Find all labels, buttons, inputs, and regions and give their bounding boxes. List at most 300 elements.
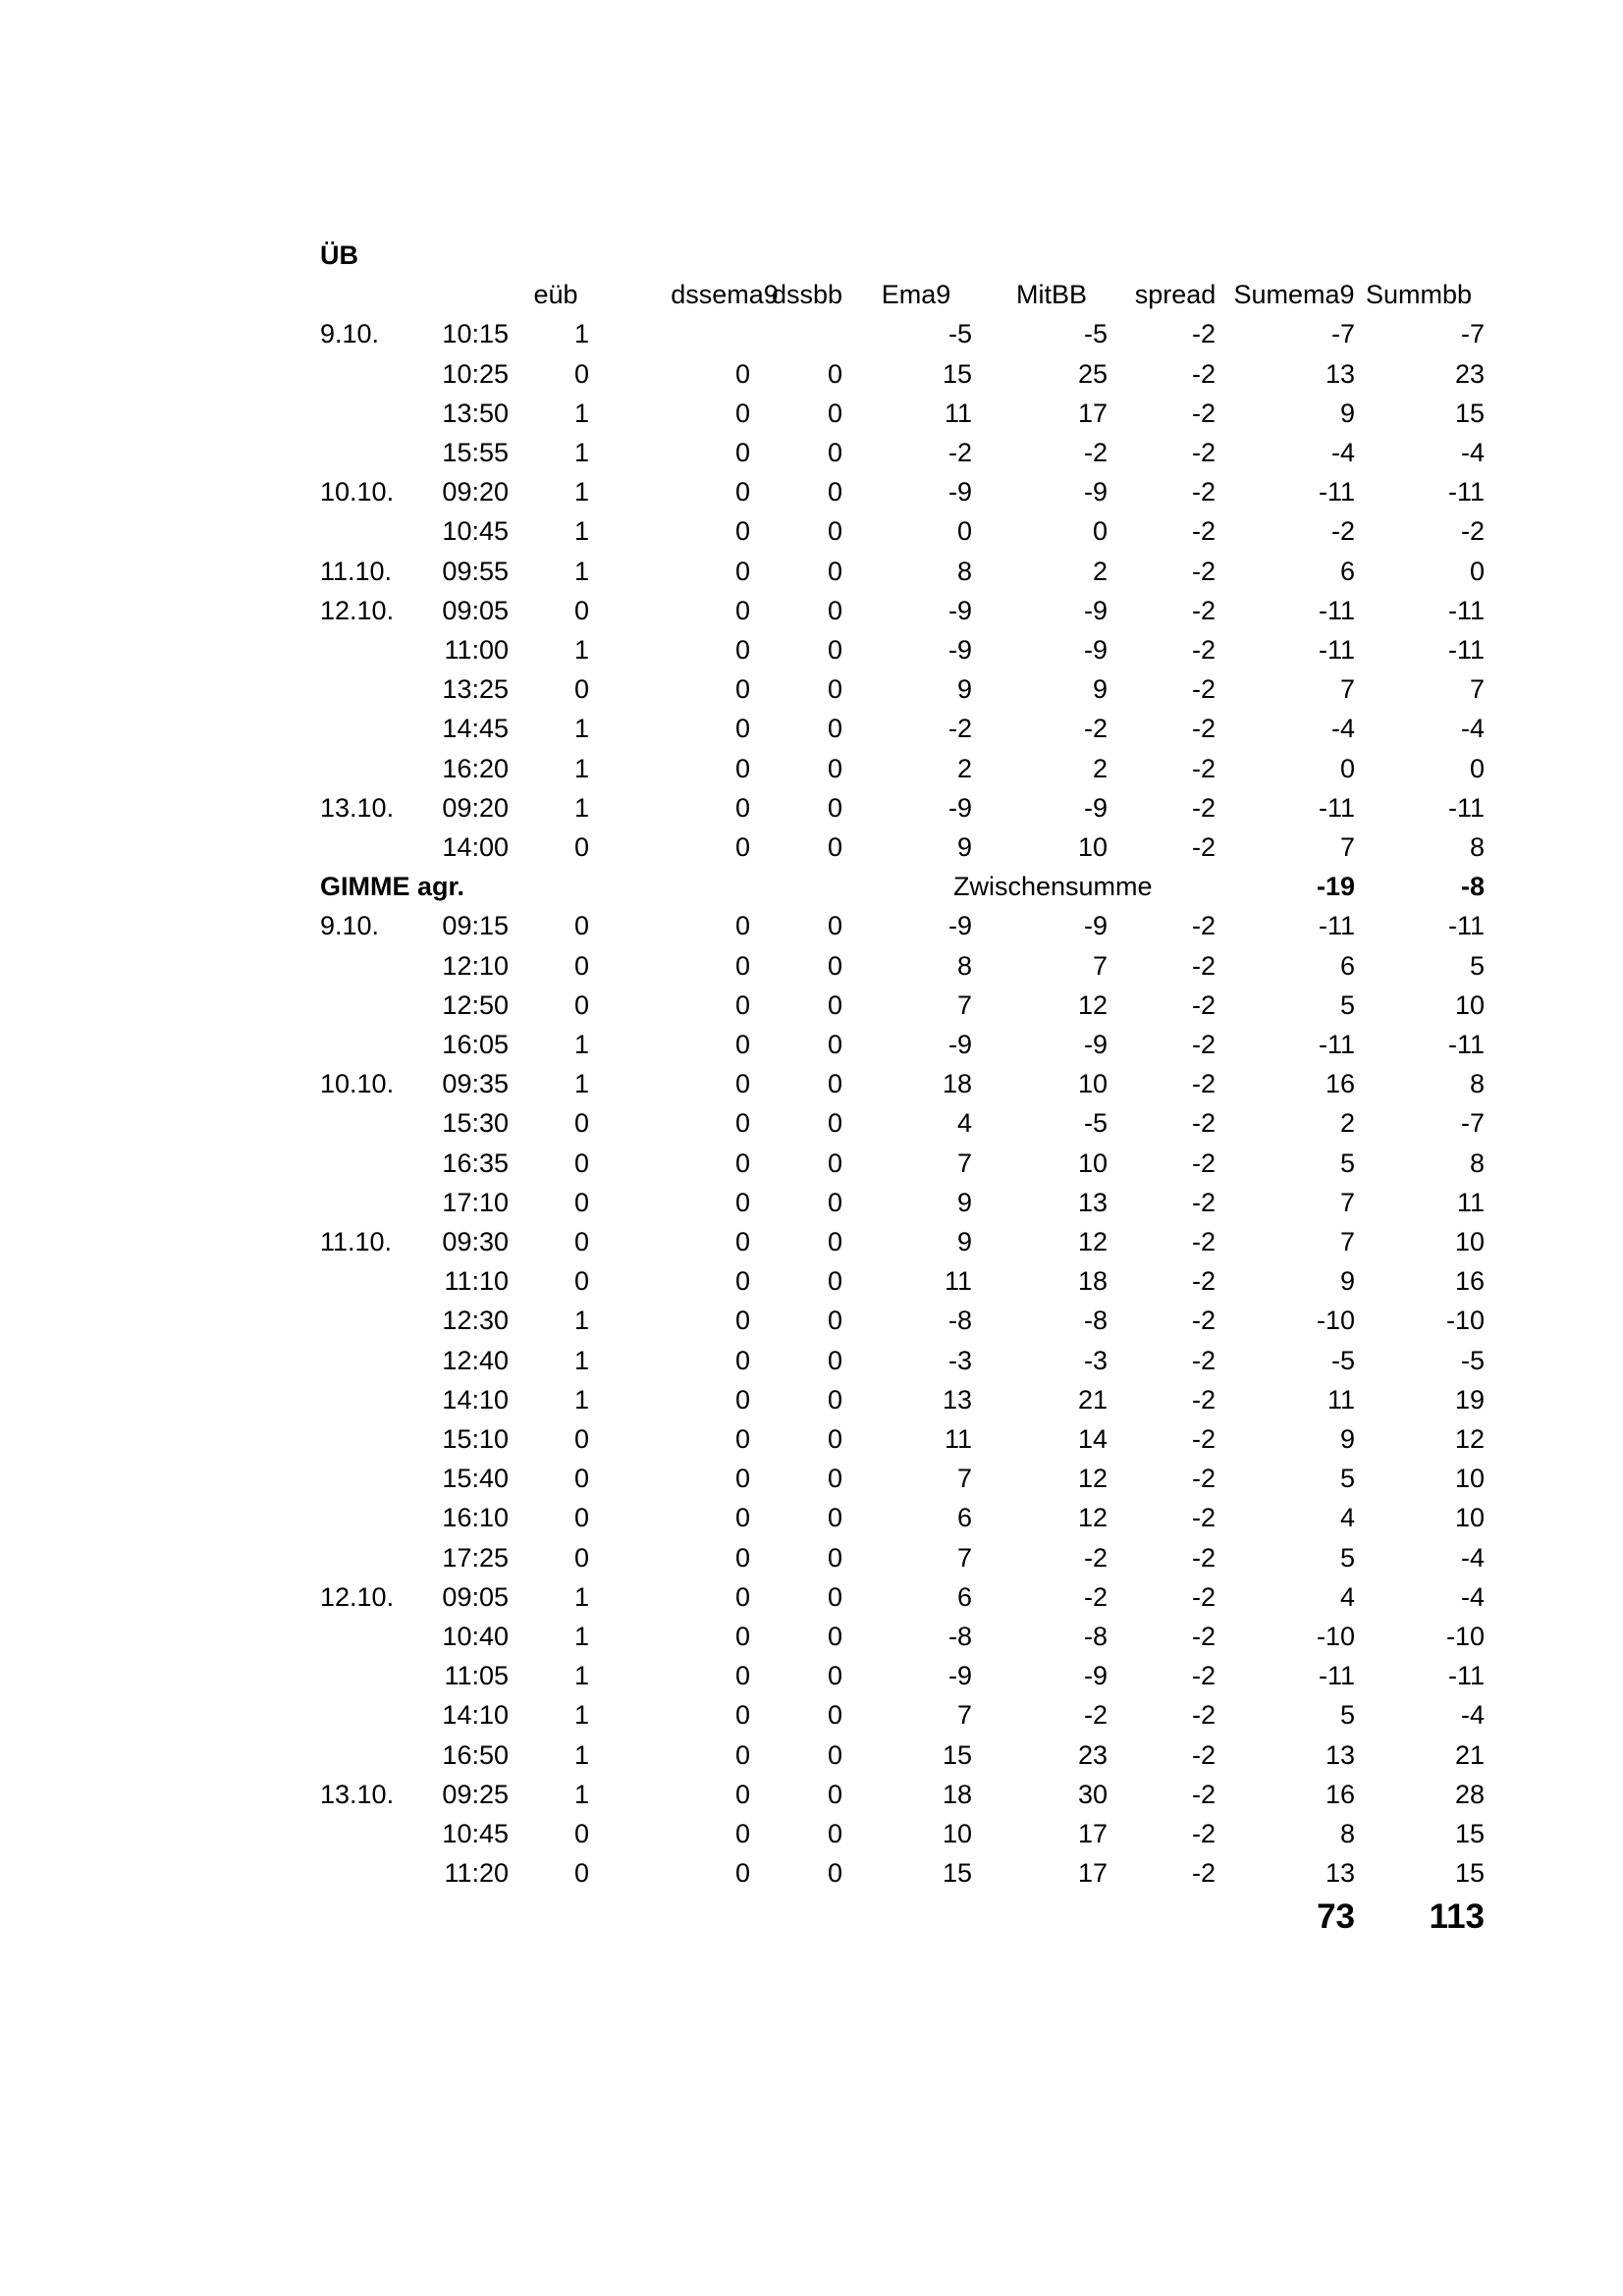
- table-cell: 0: [827, 1069, 842, 1099]
- table-cell: 8: [956, 556, 972, 586]
- row-time: 13:50: [442, 398, 509, 428]
- table-cell: 0: [827, 1542, 842, 1573]
- table-cell: 0: [573, 950, 589, 981]
- table-cell: 0: [827, 753, 842, 783]
- table-cell: 15: [942, 1739, 972, 1770]
- table-cell: -8: [1083, 1306, 1108, 1336]
- table-cell: 10: [1077, 832, 1108, 862]
- table-cell: 1: [573, 516, 589, 547]
- table-cell: 9: [1339, 398, 1355, 428]
- table-cell: 10: [1077, 1148, 1108, 1178]
- table-cell: 16: [1325, 1069, 1355, 1099]
- table-cell: 0: [827, 1858, 842, 1889]
- row-time: 09:25: [442, 1779, 509, 1809]
- table-cell: -9: [1083, 477, 1108, 507]
- table-cell: 0: [827, 1622, 842, 1651]
- table-cell: 9: [1339, 1266, 1355, 1297]
- table-cell: 0: [734, 1464, 750, 1494]
- row-time: 17:10: [442, 1187, 509, 1217]
- table-cell: -2: [1191, 1187, 1216, 1217]
- table-cell: 6: [1339, 556, 1355, 586]
- row-date: 12.10.: [320, 595, 395, 625]
- table-cell: 1: [573, 1779, 589, 1809]
- table-cell: -9: [947, 911, 972, 941]
- table-cell: 0: [827, 714, 842, 744]
- table-cell: 13: [1325, 1858, 1355, 1889]
- table-cell: -2: [1191, 595, 1216, 625]
- table-cell: 11: [1326, 1384, 1355, 1415]
- row-time: 09:55: [442, 556, 509, 586]
- table-cell: 18: [942, 1779, 972, 1809]
- table-cell: 18: [1077, 1266, 1108, 1297]
- table-cell: -2: [1191, 556, 1216, 586]
- table-cell: 0: [827, 398, 842, 428]
- table-cell: 0: [734, 1542, 750, 1573]
- row-time: 10:45: [442, 516, 509, 547]
- table-cell: 0: [734, 1227, 750, 1256]
- row-time: 09:30: [442, 1227, 509, 1256]
- row-time: 14:45: [442, 714, 509, 744]
- table-cell: 0: [734, 1622, 750, 1651]
- table-cell: 0: [827, 1779, 842, 1809]
- table-cell: 0: [734, 753, 750, 783]
- row-time: 14:10: [442, 1700, 509, 1731]
- table-cell: -11: [1447, 911, 1485, 941]
- table-cell: 1: [573, 398, 589, 428]
- table-cell: 10: [1454, 1503, 1485, 1533]
- table-cell: -9: [947, 1030, 972, 1059]
- row-time: 15:10: [442, 1424, 509, 1454]
- table-cell: -9: [947, 477, 972, 507]
- column-header: Ema9: [881, 280, 951, 310]
- table-cell: 1: [573, 635, 589, 665]
- table-cell: -9: [947, 1661, 972, 1691]
- subtotal-label: Zwischensumme: [953, 872, 1153, 902]
- table-cell: -11: [1447, 635, 1485, 665]
- table-cell: 7: [956, 1148, 972, 1178]
- table-cell: -4: [1330, 714, 1355, 744]
- table-cell: -4: [1460, 714, 1485, 744]
- table-cell: 0: [827, 556, 842, 586]
- table-cell: -11: [1318, 595, 1355, 625]
- table-cell: 17: [1077, 398, 1108, 428]
- table-cell: 0: [1092, 516, 1108, 547]
- table-cell: 0: [827, 635, 842, 665]
- table-cell: -10: [1445, 1306, 1485, 1336]
- table-cell: 0: [573, 1187, 589, 1217]
- table-cell: 0: [573, 1108, 589, 1139]
- table-cell: 18: [942, 1069, 972, 1099]
- table-cell: 0: [827, 989, 842, 1020]
- table-cell: 0: [573, 358, 589, 389]
- subtotal-summbb: -8: [1460, 872, 1485, 902]
- table-cell: 10: [1454, 989, 1485, 1020]
- table-cell: 0: [734, 477, 750, 507]
- table-cell: -2: [1191, 438, 1216, 467]
- table-cell: -2: [1191, 1819, 1216, 1848]
- table-cell: 4: [1339, 1581, 1355, 1612]
- table-cell: 10: [942, 1819, 972, 1848]
- table-cell: -2: [1460, 516, 1485, 547]
- table-cell: 15: [1454, 1819, 1485, 1848]
- table-cell: 13: [1325, 358, 1355, 389]
- table-cell: -2: [1191, 1069, 1216, 1099]
- column-header: Summbb: [1365, 280, 1473, 310]
- table-cell: -10: [1316, 1622, 1355, 1651]
- row-date: 9.10.: [320, 911, 380, 941]
- row-date: 9.10.: [320, 319, 380, 349]
- table-cell: 12: [1454, 1424, 1485, 1454]
- row-time: 09:05: [442, 595, 509, 625]
- table-cell: 0: [734, 1581, 750, 1612]
- table-cell: 1: [573, 319, 589, 349]
- table-cell: -2: [1191, 1503, 1216, 1533]
- table-cell: 0: [1469, 556, 1485, 586]
- table-cell: 0: [734, 595, 750, 625]
- table-cell: -11: [1447, 1661, 1485, 1691]
- table-cell: 15: [1454, 1858, 1485, 1889]
- column-header: MitBB: [1015, 280, 1087, 310]
- table-cell: -2: [1191, 319, 1216, 349]
- table-cell: 2: [1092, 753, 1108, 783]
- table-cell: 12: [1077, 1464, 1108, 1494]
- table-cell: 0: [734, 1108, 750, 1139]
- table-cell: -2: [1191, 714, 1216, 744]
- table-cell: 0: [827, 1227, 842, 1256]
- table-cell: 0: [827, 595, 842, 625]
- table-cell: 8: [1469, 1148, 1485, 1178]
- table-cell: 7: [1339, 832, 1355, 862]
- row-time: 12:40: [442, 1345, 509, 1375]
- table-cell: 0: [734, 1384, 750, 1415]
- table-cell: 0: [1339, 753, 1355, 783]
- table-cell: 6: [956, 1503, 972, 1533]
- table-cell: 0: [573, 595, 589, 625]
- row-time: 12:30: [442, 1306, 509, 1336]
- row-time: 12:10: [442, 950, 509, 981]
- table-cell: 0: [956, 516, 972, 547]
- table-cell: 0: [734, 1661, 750, 1691]
- table-cell: 15: [1454, 398, 1485, 428]
- table-cell: 1: [573, 438, 589, 467]
- table-cell: 1: [573, 1306, 589, 1336]
- table-cell: 9: [956, 1187, 972, 1217]
- table-cell: 8: [1469, 1069, 1485, 1099]
- table-cell: 0: [734, 1266, 750, 1297]
- table-cell: 0: [734, 516, 750, 547]
- table-cell: 2: [1339, 1108, 1355, 1139]
- table-cell: -9: [1083, 1661, 1108, 1691]
- row-time: 16:20: [442, 753, 509, 783]
- table-cell: 11: [1456, 1187, 1485, 1217]
- table-cell: -2: [1191, 1542, 1216, 1573]
- table-cell: 0: [827, 1306, 842, 1336]
- column-header: dssbb: [771, 280, 843, 310]
- table-cell: 0: [734, 1819, 750, 1848]
- table-cell: 0: [827, 477, 842, 507]
- table-cell: 0: [827, 792, 842, 823]
- table-cell: -11: [1318, 477, 1355, 507]
- table-cell: 1: [573, 753, 589, 783]
- table-cell: -2: [1191, 1384, 1216, 1415]
- table-cell: 0: [734, 1069, 750, 1099]
- row-date: 11.10.: [320, 556, 393, 586]
- row-time: 11:20: [444, 1858, 509, 1889]
- table-cell: 0: [827, 1030, 842, 1059]
- table-cell: -2: [1191, 1581, 1216, 1612]
- table-cell: 0: [734, 1187, 750, 1217]
- table-cell: -2: [1330, 516, 1355, 547]
- table-cell: 4: [956, 1108, 972, 1139]
- table-cell: 8: [956, 950, 972, 981]
- table-cell: 7: [1339, 1227, 1355, 1256]
- table-cell: -2: [1191, 1266, 1216, 1297]
- table-cell: 0: [827, 358, 842, 389]
- table-cell: -2: [1191, 1858, 1216, 1889]
- row-time: 11:05: [444, 1661, 509, 1691]
- row-date: 13.10.: [320, 792, 395, 823]
- table-cell: 19: [1454, 1384, 1485, 1415]
- table-cell: 0: [827, 832, 842, 862]
- row-time: 16:50: [442, 1739, 509, 1770]
- table-cell: 1: [573, 477, 589, 507]
- table-cell: 0: [734, 1700, 750, 1731]
- table-cell: 30: [1077, 1779, 1108, 1809]
- table-cell: 21: [1077, 1384, 1108, 1415]
- column-header: dssema9: [671, 280, 779, 310]
- row-time: 11:10: [444, 1266, 509, 1297]
- table-cell: 7: [956, 1464, 972, 1494]
- table-cell: 0: [734, 1779, 750, 1809]
- table-cell: 5: [1339, 1542, 1355, 1573]
- table-cell: -11: [1447, 477, 1485, 507]
- table-cell: 0: [827, 950, 842, 981]
- table-cell: 1: [573, 792, 589, 823]
- table-cell: 0: [734, 950, 750, 981]
- table-cell: -11: [1447, 1030, 1485, 1059]
- table-cell: -8: [947, 1622, 972, 1651]
- table-cell: 5: [1339, 989, 1355, 1020]
- table-cell: 0: [734, 1858, 750, 1889]
- table-cell: -8: [947, 1306, 972, 1336]
- table-cell: -2: [947, 438, 972, 467]
- table-cell: 9: [1092, 674, 1108, 705]
- table-cell: 0: [827, 1661, 842, 1691]
- table-cell: -5: [1083, 319, 1108, 349]
- table-cell: 0: [573, 1148, 589, 1178]
- row-time: 11:00: [444, 635, 509, 665]
- table-cell: 0: [827, 674, 842, 705]
- table-cell: 0: [573, 989, 589, 1020]
- table-cell: -2: [1191, 1700, 1216, 1731]
- table-cell: 0: [827, 1581, 842, 1612]
- table-cell: -2: [1191, 516, 1216, 547]
- table-cell: 23: [1077, 1739, 1108, 1770]
- row-time: 15:40: [442, 1464, 509, 1494]
- table-cell: -2: [1191, 1345, 1216, 1375]
- table-cell: 7: [1339, 674, 1355, 705]
- row-time: 09:20: [442, 792, 509, 823]
- table-cell: 1: [573, 714, 589, 744]
- table-cell: 8: [1339, 1819, 1355, 1848]
- table-cell: 6: [1339, 950, 1355, 981]
- table-cell: 0: [573, 1424, 589, 1454]
- table-cell: 0: [734, 1424, 750, 1454]
- table-cell: -2: [1191, 832, 1216, 862]
- table-cell: 0: [734, 832, 750, 862]
- table-cell: 1: [573, 1739, 589, 1770]
- table-cell: -2: [947, 714, 972, 744]
- table-cell: 0: [734, 792, 750, 823]
- table-cell: 15: [942, 1858, 972, 1889]
- row-time: 09:20: [442, 477, 509, 507]
- section-title: ÜB: [320, 240, 358, 270]
- table-cell: 0: [734, 674, 750, 705]
- table-cell: -3: [947, 1345, 972, 1375]
- table-cell: -2: [1191, 753, 1216, 783]
- table-cell: 0: [827, 1187, 842, 1217]
- table-cell: -11: [1447, 595, 1485, 625]
- table-cell: 1: [573, 1581, 589, 1612]
- table-cell: -2: [1191, 950, 1216, 981]
- table-cell: 0: [734, 635, 750, 665]
- table-cell: 9: [956, 674, 972, 705]
- table-cell: 11: [944, 1424, 972, 1454]
- table-cell: -2: [1191, 1148, 1216, 1178]
- table-cell: 0: [827, 911, 842, 941]
- table-cell: -5: [947, 319, 972, 349]
- table-cell: -2: [1083, 438, 1108, 467]
- table-cell: -9: [1083, 1030, 1108, 1059]
- table-cell: 0: [827, 1464, 842, 1494]
- table-cell: -4: [1460, 1542, 1485, 1573]
- table-cell: 0: [827, 1700, 842, 1731]
- table-cell: -2: [1191, 358, 1216, 389]
- row-time: 16:05: [442, 1030, 509, 1059]
- table-cell: 0: [827, 1503, 842, 1533]
- row-time: 15:30: [442, 1108, 509, 1139]
- table-cell: 5: [1339, 1464, 1355, 1494]
- table-cell: 0: [734, 1030, 750, 1059]
- table-cell: 1: [573, 1700, 589, 1731]
- row-date: 10.10.: [320, 1069, 395, 1099]
- table-cell: 0: [734, 1739, 750, 1770]
- table-cell: -9: [1083, 792, 1108, 823]
- table-cell: 12: [1077, 1227, 1108, 1256]
- table-cell: 10: [1454, 1227, 1485, 1256]
- table-cell: 0: [734, 714, 750, 744]
- row-time: 09:35: [442, 1069, 509, 1099]
- table-cell: 8: [1469, 832, 1485, 862]
- table-cell: -4: [1460, 1581, 1485, 1612]
- table-cell: 1: [573, 1622, 589, 1651]
- table-cell: -2: [1191, 1779, 1216, 1809]
- table-cell: 7: [956, 1542, 972, 1573]
- table-cell: -3: [1083, 1345, 1108, 1375]
- row-time: 16:35: [442, 1148, 509, 1178]
- table-cell: 10: [1454, 1464, 1485, 1494]
- table-cell: 7: [956, 1700, 972, 1731]
- table-cell: 5: [1469, 950, 1485, 981]
- table-cell: -2: [1191, 1661, 1216, 1691]
- total-sumema9: 73: [1317, 1897, 1355, 1937]
- table-cell: -5: [1083, 1108, 1108, 1139]
- table-cell: -4: [1330, 438, 1355, 467]
- table-cell: 0: [573, 1503, 589, 1533]
- table-cell: -2: [1191, 635, 1216, 665]
- table-cell: 0: [573, 1464, 589, 1494]
- table-cell: -2: [1191, 398, 1216, 428]
- table-cell: 1: [573, 1384, 589, 1415]
- table-cell: 5: [1339, 1700, 1355, 1731]
- table-cell: 16: [1325, 1779, 1355, 1809]
- table-cell: 0: [734, 1345, 750, 1375]
- table-cell: 14: [1077, 1424, 1108, 1454]
- table-cell: -2: [1191, 1424, 1216, 1454]
- table-cell: 0: [734, 1148, 750, 1178]
- table-cell: 7: [956, 989, 972, 1020]
- table-cell: 0: [734, 358, 750, 389]
- row-time: 10:40: [442, 1622, 509, 1651]
- table-cell: -7: [1460, 319, 1485, 349]
- row-time: 16:10: [442, 1503, 509, 1533]
- table-cell: 1: [573, 1030, 589, 1059]
- table-cell: -9: [1083, 595, 1108, 625]
- table-cell: -11: [1447, 792, 1485, 823]
- table-cell: 0: [827, 1345, 842, 1375]
- table-cell: -2: [1191, 792, 1216, 823]
- table-cell: 9: [956, 832, 972, 862]
- row-time: 17:25: [442, 1542, 509, 1573]
- table-cell: 7: [1092, 950, 1108, 981]
- table-cell: 10: [1077, 1069, 1108, 1099]
- table-cell: 0: [734, 1503, 750, 1533]
- table-cell: -2: [1191, 477, 1216, 507]
- table-cell: -11: [1318, 792, 1355, 823]
- table-cell: 0: [573, 1266, 589, 1297]
- table-cell: 7: [1339, 1187, 1355, 1217]
- table-cell: -2: [1191, 1739, 1216, 1770]
- table-cell: -9: [1083, 911, 1108, 941]
- table-cell: 0: [573, 911, 589, 941]
- table-cell: 9: [956, 1227, 972, 1256]
- table-cell: 11: [944, 1266, 972, 1297]
- table-cell: 1: [573, 1345, 589, 1375]
- row-date: 12.10.: [320, 1581, 395, 1612]
- table-cell: 0: [734, 989, 750, 1020]
- table-cell: 0: [734, 1306, 750, 1336]
- table-cell: 0: [827, 1739, 842, 1770]
- table-cell: 0: [573, 674, 589, 705]
- table-cell: 17: [1077, 1858, 1108, 1889]
- table-cell: 0: [827, 1424, 842, 1454]
- table-cell: 0: [827, 1148, 842, 1178]
- table-cell: 25: [1077, 358, 1108, 389]
- table-cell: 0: [827, 1384, 842, 1415]
- table-cell: -7: [1460, 1108, 1485, 1139]
- column-header: Sumema9: [1233, 280, 1355, 310]
- table-cell: -9: [947, 595, 972, 625]
- table-cell: -2: [1191, 1030, 1216, 1059]
- table-cell: -2: [1083, 1542, 1108, 1573]
- table-cell: -9: [1083, 635, 1108, 665]
- row-time: 09:15: [442, 911, 509, 941]
- table-cell: 0: [573, 1227, 589, 1256]
- table-cell: 0: [734, 911, 750, 941]
- table-cell: 13: [1325, 1739, 1355, 1770]
- table-cell: 0: [573, 1858, 589, 1889]
- row-time: 13:25: [442, 674, 509, 705]
